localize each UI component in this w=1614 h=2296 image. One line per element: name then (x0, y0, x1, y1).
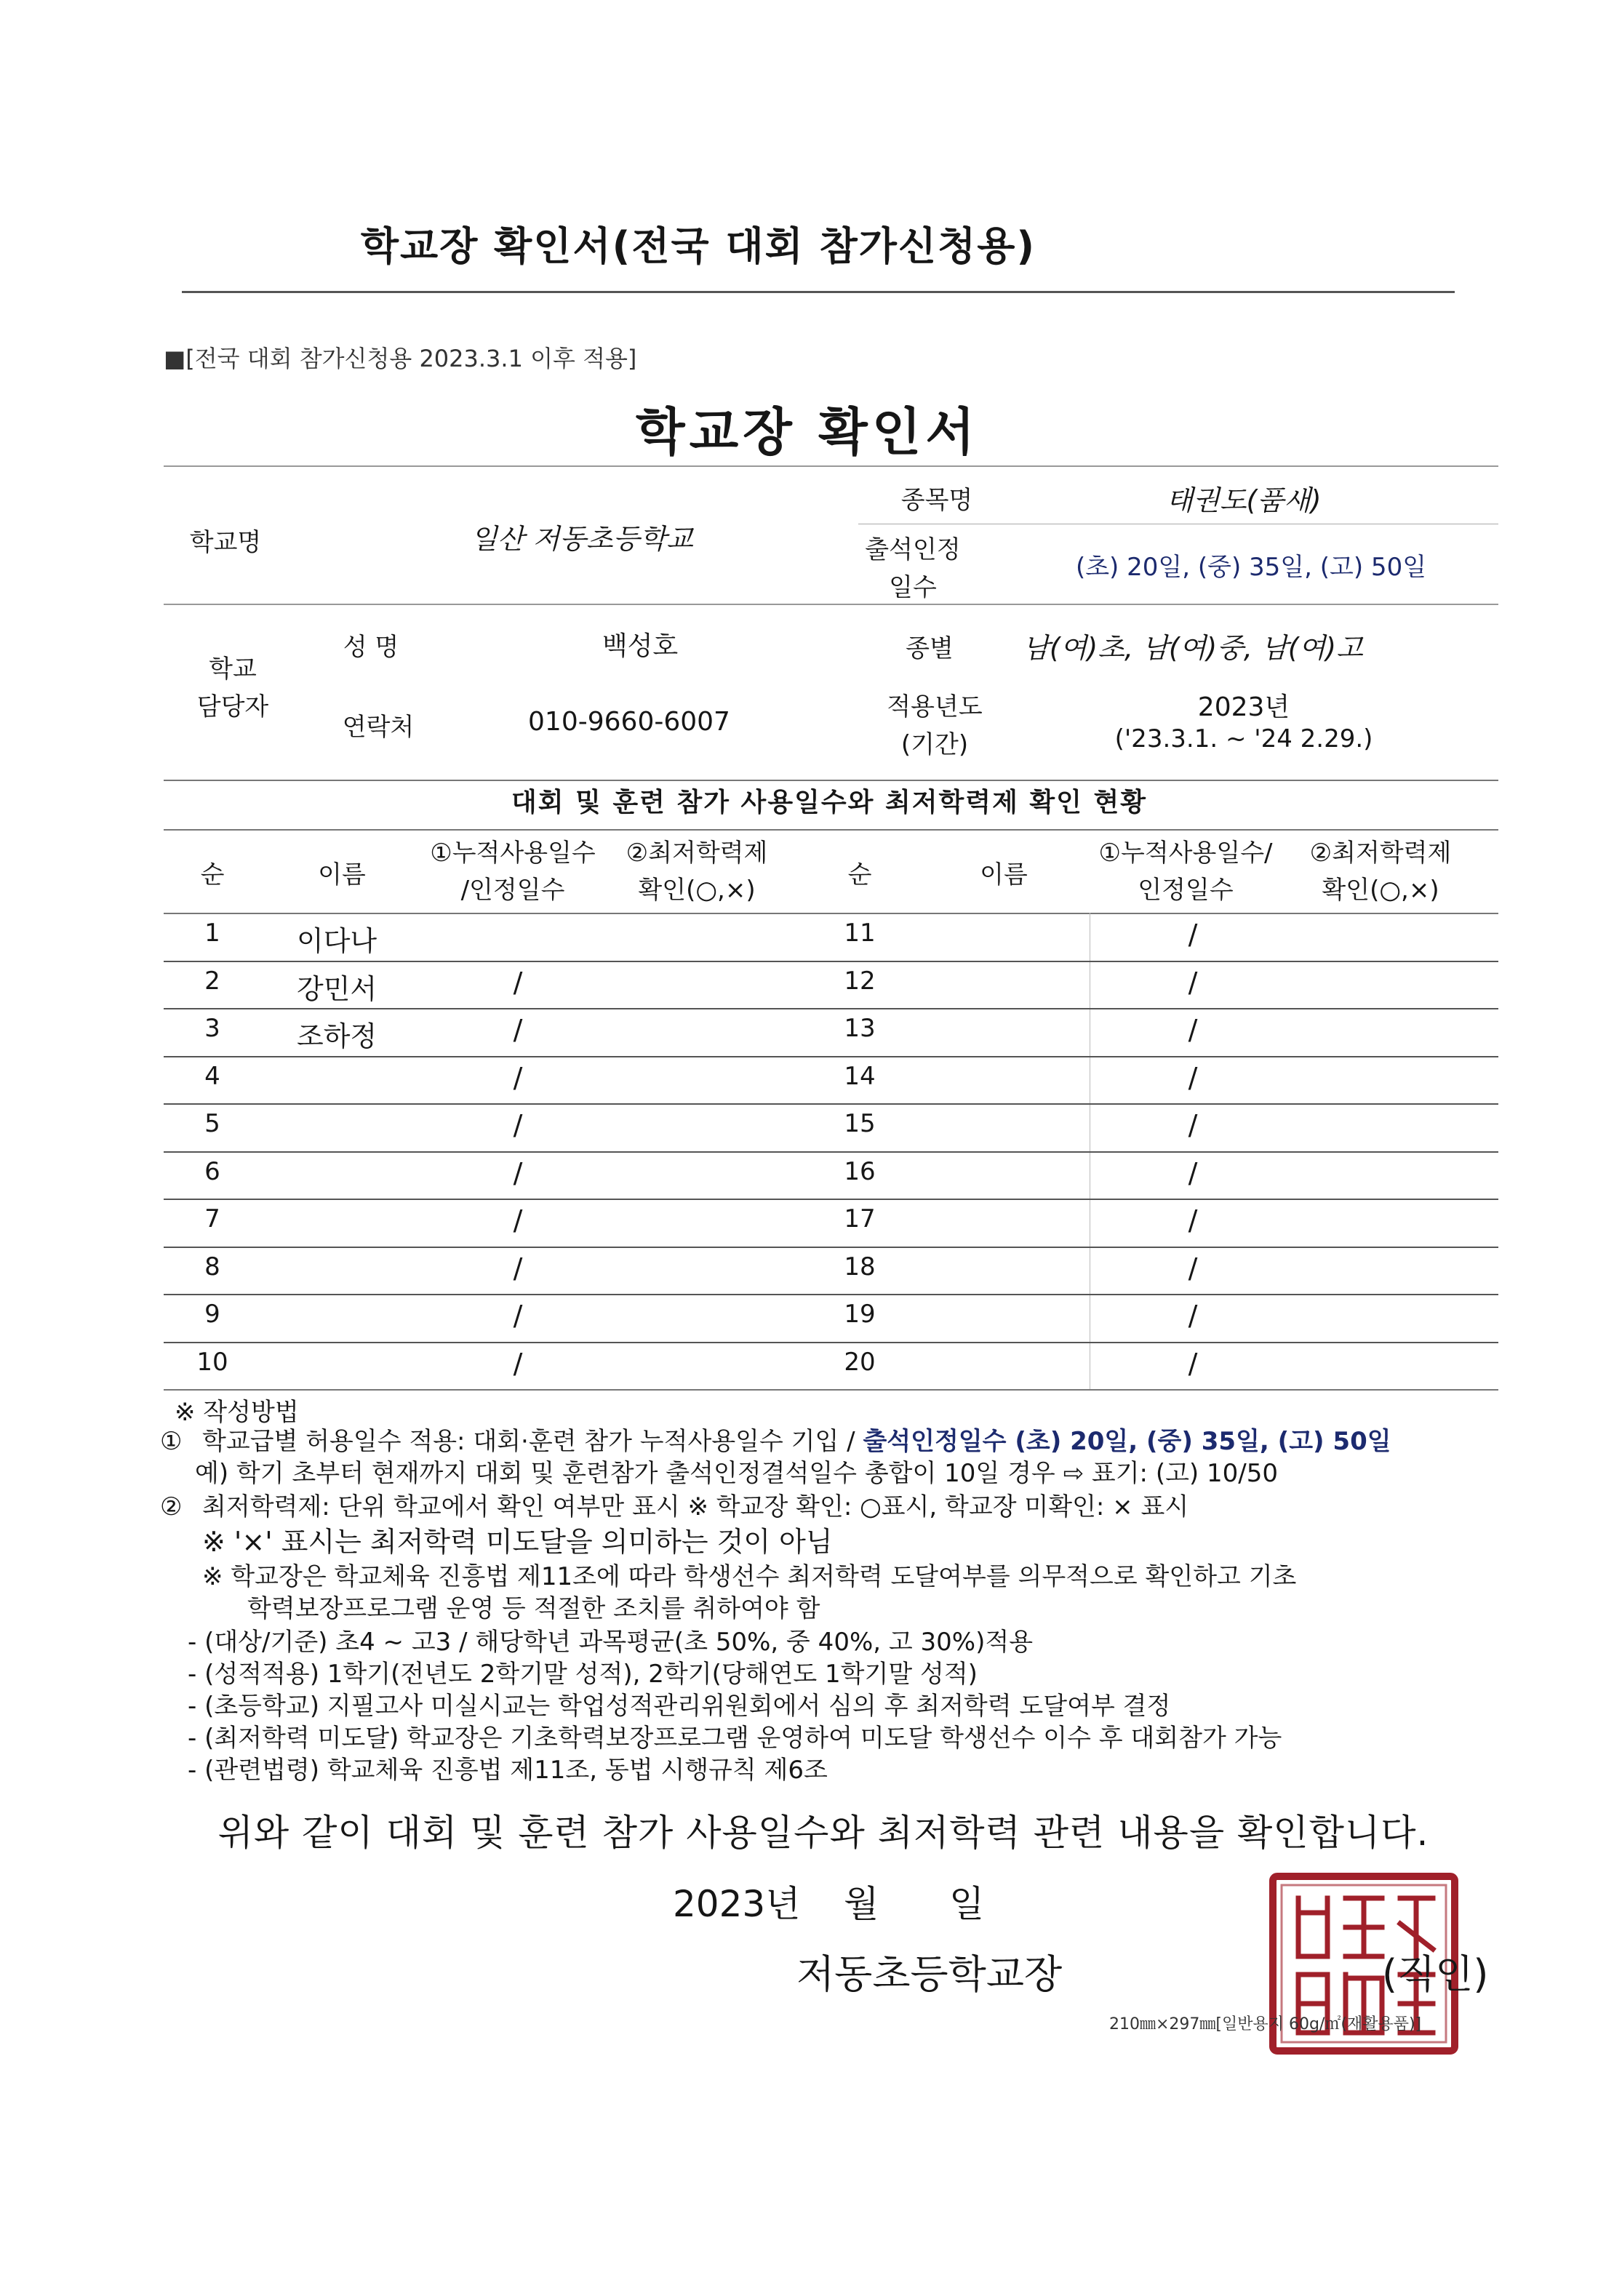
detail-4: - (최저학력 미도달) 학교장은 기초학력보장프로그램 운영하여 미도달 학생선수 이수 후 대회참가 가능 (188, 1724, 1282, 1753)
manager-name-value: 백성호 (602, 631, 679, 661)
table-row-border (164, 1247, 1498, 1248)
attendance-label-2: 일수 (889, 573, 937, 602)
title-underline (182, 291, 1455, 293)
period-value: ('23.3.1. ~ '24 2.29.) (1114, 724, 1373, 753)
note-2-sub-1: ※ '×' 표시는 최저학력 미도달을 의미하는 것이 아님 (202, 1526, 833, 1558)
row-number: 8 (204, 1252, 220, 1281)
note-2-sub-3: 학력보장프로그램 운영 등 적절한 조치를 취하여야 함 (247, 1594, 820, 1623)
note-2-sub-2: ※ 학교장은 학교체육 진흥법 제11조에 따라 학생선수 최저학력 도달여부를 의무적으로 확인하고 기초 (202, 1562, 1297, 1591)
table-top-border (164, 829, 1498, 831)
days-used-cell-right: / (1188, 1109, 1198, 1141)
info-bottom-border (164, 780, 1498, 781)
col-header-no-right: 순 (847, 860, 872, 889)
status-table-title: 대회 및 훈련 참가 사용일수와 최저학력제 확인 현황 (511, 788, 1148, 817)
school-label: 학교명 (189, 528, 262, 557)
days-used-cell: / (513, 1061, 523, 1094)
row-number-right: 18 (844, 1252, 876, 1281)
days-used-cell-right: / (1188, 1156, 1198, 1189)
row-number: 6 (204, 1156, 220, 1186)
table-row-border (164, 961, 1498, 962)
row-number: 2 (204, 966, 220, 996)
col-header-check-2: 확인(○,×) (638, 876, 756, 905)
days-used-cell-right: / (1188, 1061, 1198, 1094)
detail-3: - (초등학교) 지필고사 미실시교는 학업성적관리위원회에서 심의 후 최저학력 도달여부 결정 (188, 1692, 1171, 1721)
days-used-cell-right: / (1188, 1252, 1198, 1284)
col-header-days-right-2: 인정일수 (1138, 876, 1234, 905)
days-used-cell: / (513, 1204, 523, 1236)
col-header-name-right: 이름 (980, 860, 1028, 889)
contact-value: 010-9660-6007 (528, 707, 730, 737)
row-number: 5 (204, 1109, 220, 1138)
table-row-border (164, 1199, 1498, 1200)
row-number: 9 (204, 1300, 220, 1329)
attendance-days-value: (초) 20일, (중) 35일, (고) 50일 (1075, 553, 1427, 582)
days-used-cell: / (513, 1252, 523, 1284)
col-header-check-right: ②최저학력제 (1309, 839, 1452, 868)
days-used-cell: / (513, 1347, 523, 1380)
manager-label: 학교 (209, 655, 257, 684)
year-label: 적용년도 (887, 692, 983, 721)
row-number-right: 20 (844, 1347, 876, 1377)
col-header-days-2: /인정일수 (460, 876, 565, 905)
athlete-name: 강민서 (297, 972, 377, 1005)
days-used-cell: / (513, 1156, 523, 1189)
row-number: 7 (204, 1204, 220, 1233)
contact-label: 연락처 (342, 713, 415, 742)
col-header-days-right: ①누적사용일수/ (1098, 839, 1273, 868)
table-row-border (164, 1389, 1498, 1391)
col-header-days: ①누적사용일수 (430, 839, 596, 868)
days-used-cell: / (513, 1300, 523, 1332)
row-number-right: 17 (844, 1204, 876, 1233)
row-number-right: 11 (844, 919, 876, 948)
info-top-border (164, 465, 1498, 467)
row-number: 3 (204, 1014, 220, 1043)
note-2: 최저학력제: 단위 학교에서 확인 여부만 표시 ※ 학교장 확인: ○표시, 학교장 미확인: × 표시 (202, 1492, 1189, 1521)
notes-heading: ※ 작성방법 (175, 1398, 299, 1427)
paper-size-note: 210㎜×297㎜[일반용지 60g/㎡(재활용품)] (1109, 2015, 1422, 2033)
col-header-check-right-2: 확인(○,×) (1322, 876, 1439, 905)
table-row-border (164, 1342, 1498, 1343)
year-label-2: (기간) (900, 730, 969, 759)
info-divider (164, 604, 1498, 605)
days-used-cell-right: / (1188, 1014, 1198, 1046)
days-used-cell-right: / (1188, 1347, 1198, 1380)
col-header-no: 순 (200, 860, 225, 889)
row-number: 10 (196, 1347, 228, 1377)
row-number: 1 (204, 919, 220, 948)
table-row-border (164, 1008, 1498, 1009)
main-title: 학교장 확인서 (635, 402, 980, 462)
row-number: 4 (204, 1061, 220, 1091)
days-used-cell: / (513, 1109, 523, 1141)
table-row-border (164, 1056, 1498, 1057)
note-2-mark: ② (160, 1492, 183, 1521)
days-used-cell-right: / (1188, 1300, 1198, 1332)
note-1-example: 예) 학기 초부터 현재까지 대회 및 훈련참가 출석인정결석일수 총합이 10일 경우 ⇨ 표기: (고) 10/50 (195, 1459, 1278, 1488)
row-number-right: 12 (844, 966, 876, 996)
row-number-right: 19 (844, 1300, 876, 1329)
seal-label: (직인) (1382, 1951, 1489, 1997)
col-header-check: ②최저학력제 (626, 839, 768, 868)
days-used-cell: / (513, 1014, 523, 1046)
table-row-border (164, 1151, 1498, 1153)
document-top-title: 학교장 확인서(전국 대회 참가신청용) (360, 223, 1036, 269)
date-month: 월 (844, 1883, 879, 1925)
row-number-right: 16 (844, 1156, 876, 1186)
detail-1: - (대상/기준) 초4 ~ 고3 / 해당학년 과목평균(초 50%, 중 40%, 고 30%)적용 (188, 1628, 1034, 1657)
row-number-right: 15 (844, 1109, 876, 1138)
manager-name-label: 성 명 (343, 633, 399, 662)
row-number-right: 13 (844, 1014, 876, 1043)
applicability-note: ■[전국 대회 참가신청용 2023.3.1 이후 적용] (164, 345, 637, 372)
col-header-name: 이름 (318, 860, 366, 889)
table-row-border (164, 1103, 1498, 1105)
category-label: 종별 (906, 634, 954, 663)
date-year: 2023년 (673, 1883, 801, 1925)
note-1-text: 학교급별 허용일수 적용: 대회·훈련 참가 누적사용일수 기입 / (202, 1427, 863, 1456)
principal-title: 저동초등학교장 (796, 1951, 1063, 1997)
year-value: 2023년 (1197, 692, 1290, 722)
school-value: 일산 저동초등학교 (471, 523, 693, 555)
days-used-cell-right: / (1188, 966, 1198, 999)
category-value: 남(여)초, 남(여)중, 남(여)고 (1023, 632, 1363, 664)
days-used-cell: / (513, 966, 523, 999)
row-number-right: 14 (844, 1061, 876, 1091)
event-value: 태권도(품새) (1166, 484, 1322, 516)
detail-2: - (성적적용) 1학기(전년도 2학기말 성적), 2학기(당해연도 1학기말 성적) (188, 1660, 978, 1689)
note-1 (202, 1427, 1391, 1456)
manager-label-2: 담당자 (196, 692, 269, 721)
date-day: 일 (949, 1883, 985, 1925)
note-1-bold: 출석인정일수 (초) 20일, (중) 35일, (고) 50일 (863, 1427, 1391, 1456)
athlete-name: 조하정 (297, 1020, 377, 1052)
detail-5: - (관련법령) 학교체육 진흥법 제11조, 동법 시행규칙 제6조 (188, 1756, 828, 1785)
days-used-cell-right: / (1188, 919, 1198, 951)
note-1-mark: ① (160, 1427, 183, 1456)
athlete-name: 이다나 (297, 925, 377, 957)
event-label: 종목명 (900, 486, 973, 515)
days-used-cell-right: / (1188, 1204, 1198, 1236)
table-row-border (164, 1294, 1498, 1295)
confirmation-statement: 위와 같이 대회 및 훈련 참가 사용일수와 최저학력 관련 내용을 확인합니다. (217, 1812, 1429, 1854)
table-header-border (164, 913, 1498, 914)
attendance-label: 출석인정 (865, 535, 961, 564)
